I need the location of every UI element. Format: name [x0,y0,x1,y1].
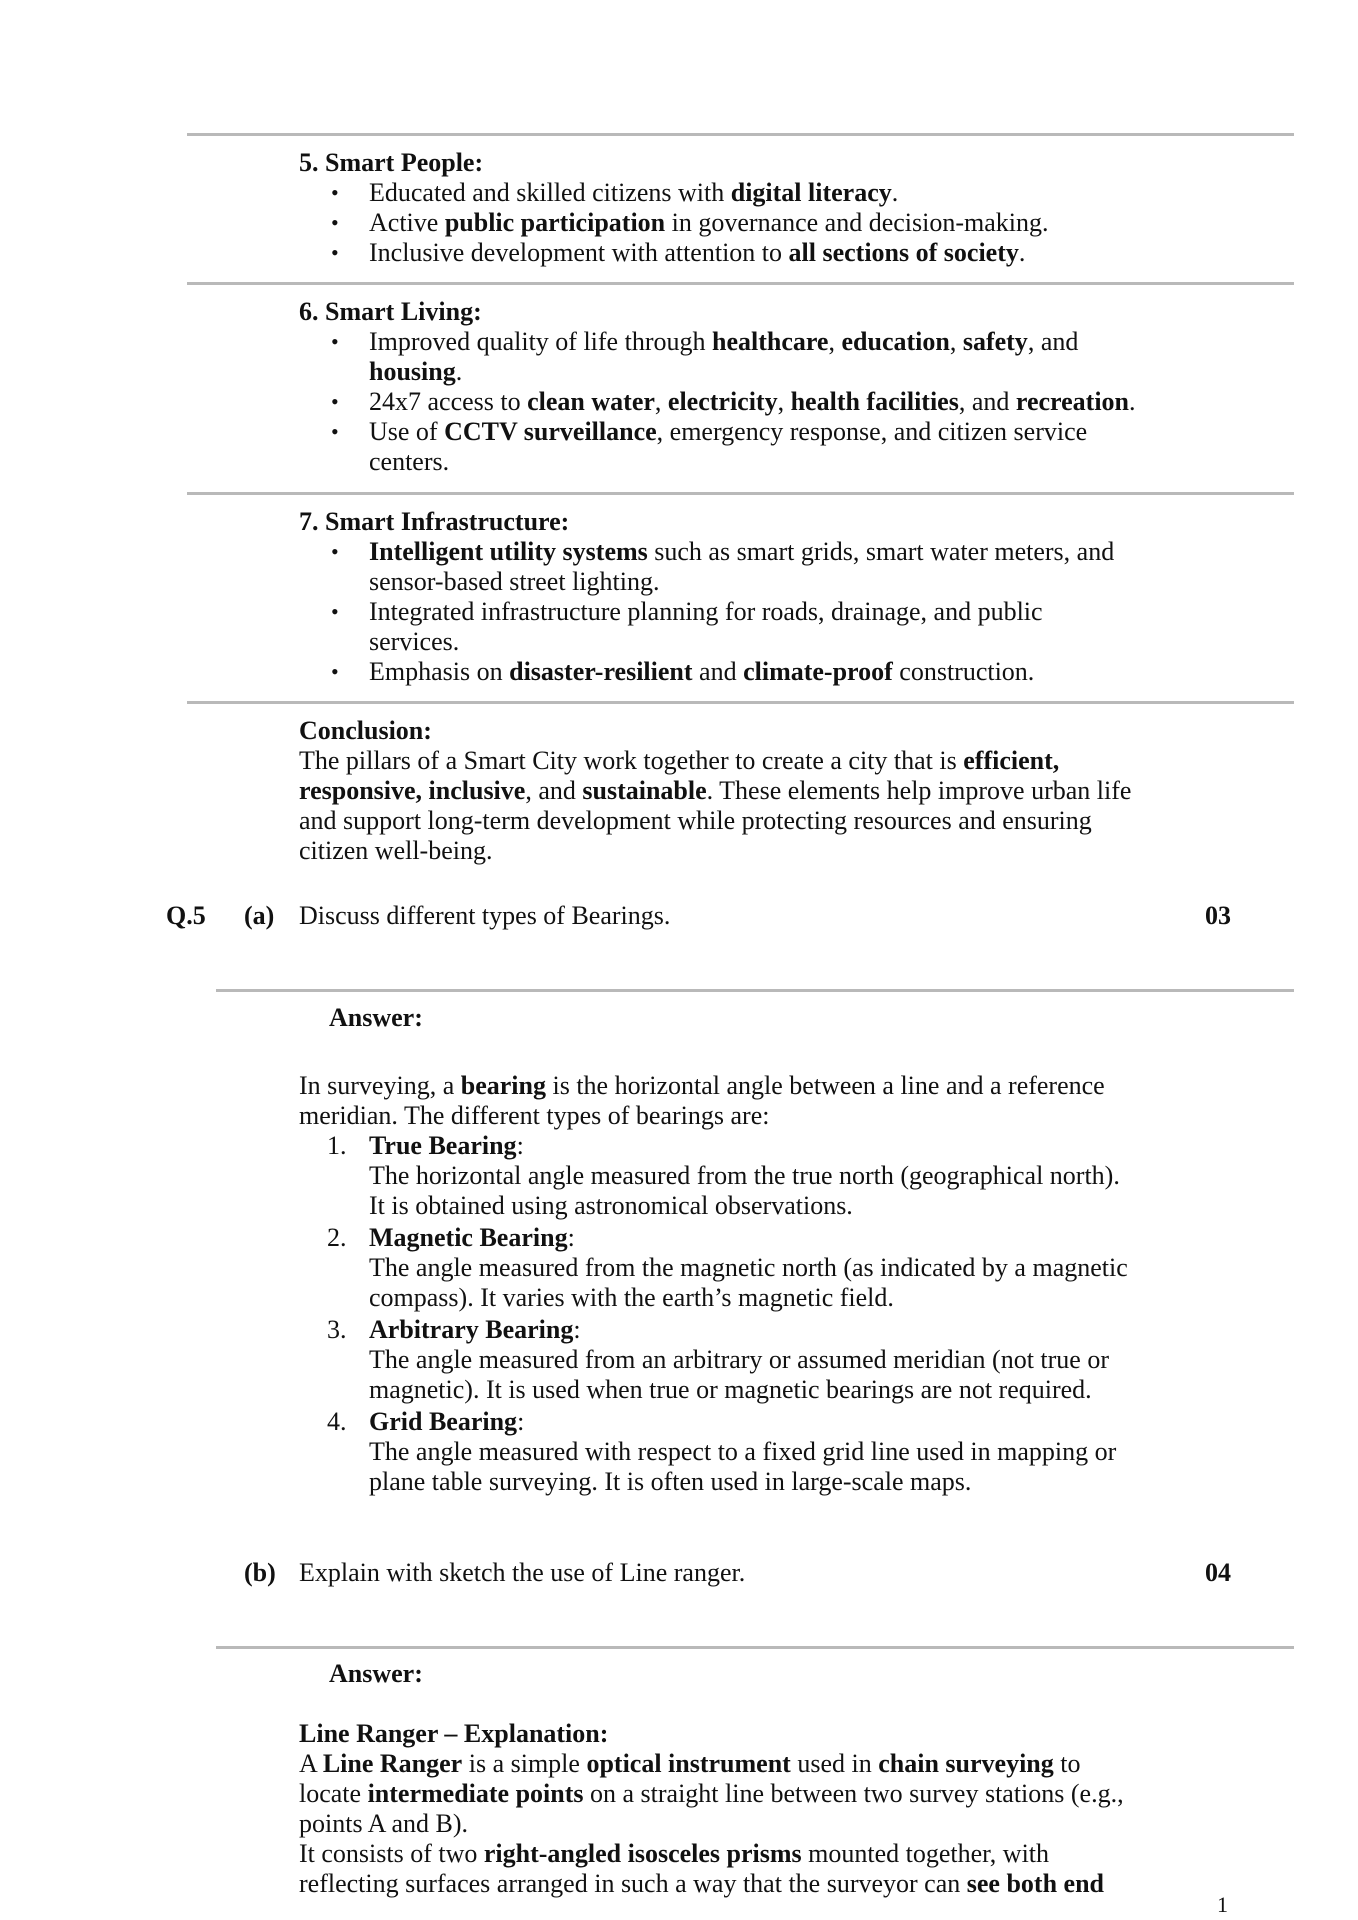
question-number: Q.5 [166,901,206,930]
question-text-a: Discuss different types of Bearings. [299,901,671,930]
list-item: 1. True Bearing: The horizontal angle measured from the true north (geographical north). It is obtained using astronomical observations. [327,1131,1120,1220]
section-title: 5. Smart People: [299,148,484,177]
question-marks-a: 03 [1205,901,1231,930]
question-part-b: (b) [244,1558,276,1587]
divider [216,1646,1294,1649]
question-part-a: (a) [244,901,275,930]
divider [187,133,1294,136]
divider [187,492,1294,495]
answer-label: Answer: [329,1003,423,1032]
answer-intro: In surveying, a bearing is the horizontal angle between a line and a reference meridian. The different types of bearings are: [299,1071,1105,1130]
conclusion-text: The pillars of a Smart City work together to create a city that is efficient, responsive, inclusive, and sustainable. These elements help improve urban life and support long-term development while protecting resources and ensuring citizen well-being. [299,746,1132,865]
bullet-list [299,178,1299,268]
answer-bearings [299,1071,1299,1499]
page-number: 1 [1217,1892,1228,1917]
question-marks-b: 04 [1205,1558,1231,1587]
section-title: 7. Smart Infrastructure: [299,507,570,536]
answer-title: Line Ranger – Explanation: [299,1719,609,1748]
bearing-types-list [299,1131,1299,1497]
conclusion [299,716,1299,866]
list-item: 4. Grid Bearing: The angle measured with respect to a fixed grid line used in mapping or plane table surveying. It is often used in large-scale maps. [327,1407,1117,1496]
section-title: 6. Smart Living: [299,297,482,326]
list-item: • Use of CCTV surveillance, emergency response, and citizen service centers. [369,417,1299,477]
conclusion-title: Conclusion: [299,716,432,745]
divider [187,282,1294,285]
section-smart-people [299,148,1299,268]
list-item: • 24x7 access to clean water, electricity, health facilities, and recreation. [369,387,1299,417]
list-item: • Improved quality of life through healthcare, education, safety, and housing. [369,327,1299,387]
list-item: 2. Magnetic Bearing: The angle measured from the magnetic north (as indicated by a magnetic compass). It varies with the earth’s magnetic field. [327,1223,1128,1312]
answer-text: A Line Ranger is a simple optical instrument used in chain surveying to locate intermediate points on a straight line between two survey stations (e.g., points A and B). It consists of two right-angled isosceles prisms mounted together, with reflecting surfaces arranged in such a way that the surveyor can see both end [299,1749,1124,1898]
bullet-list [299,537,1299,687]
list-item: 3. Arbitrary Bearing: The angle measured from an arbitrary or assumed meridian (not true or magnetic). It is used when true or magnetic bearings are not required. [327,1315,1109,1404]
list-item: • Emphasis on disaster-resilient and climate-proof construction. [369,657,1299,687]
bullet-list [299,327,1299,477]
question-text-b: Explain with sketch the use of Line ranger. [299,1558,746,1587]
list-item: • Active public participation in governance and decision-making. [369,208,1299,238]
section-smart-infrastructure [299,507,1299,687]
list-item: • Integrated infrastructure planning for roads, drainage, and public services. [369,597,1299,657]
answer-line-ranger [299,1719,1299,1899]
list-item: • Inclusive development with attention to all sections of society. [369,238,1299,268]
answer-label: Answer: [329,1659,423,1688]
list-item: • Educated and skilled citizens with digital literacy. [369,178,1299,208]
list-item: • Intelligent utility systems such as smart grids, smart water meters, and sensor-based street lighting. [369,537,1299,597]
divider [216,989,1294,992]
section-smart-living [299,297,1299,477]
divider [187,701,1294,704]
